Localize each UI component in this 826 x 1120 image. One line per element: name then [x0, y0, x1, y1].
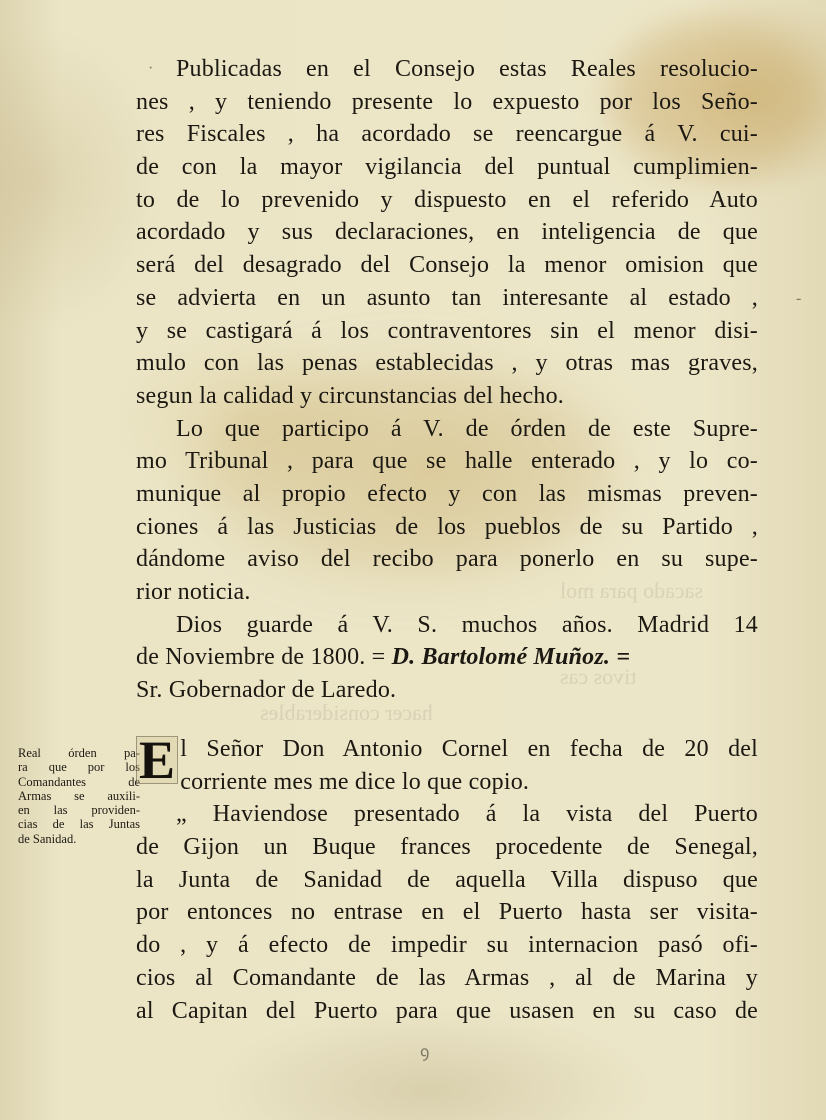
margin-note-line: de Sanidad. [18, 831, 77, 846]
text-line: cios al Comandante de las Armas , al de Marina y [136, 964, 758, 991]
text-line: munique al propio efecto y con las mismas preven- [136, 480, 758, 507]
closing-line: Dios guarde á V. S. muchos años. Madrid 14 [176, 611, 758, 638]
margin-note-line: en las providen- [18, 803, 140, 818]
text-line: mulo con las penas establecidas , y otras mas graves, [136, 350, 758, 377]
text-line: se advierta en un asunto tan interesante al estado , [136, 284, 758, 311]
ink-mark: - [796, 290, 802, 307]
text-line: res Fiscales , ha acordado se reencargue á V. cui- [136, 121, 758, 148]
first-line-rest: l Señor Don Antonio Cornel en fecha de 20 del [180, 736, 758, 762]
margin-note [18, 746, 140, 846]
ink-mark: · [148, 60, 154, 77]
text-line: do , y á efecto de impedir su internacion pasó ofi- [136, 932, 758, 959]
text-line: „ Haviendose presentado á la vista del Puerto [176, 801, 758, 828]
section-text-block [136, 730, 758, 1027]
text-line: rior noticia. [136, 579, 251, 605]
margin-note-line: ra que por los [18, 760, 140, 775]
text-line: de Gijon un Buque frances procedente de Senegal, [136, 834, 758, 861]
text-line: al Capitan del Puerto para que usasen en su caso de [136, 997, 758, 1024]
text-line: Publicadas en el Consejo estas Reales resolucio- [176, 56, 758, 82]
text-line: segun la calidad y circunstancias del hecho. [136, 382, 564, 409]
text-line: y se castigará á los contraventores sin el menor disi- [136, 317, 758, 344]
text-line: mo Tribunal , para que se halle enterado , y lo co- [136, 448, 758, 475]
main-text-block [136, 53, 758, 707]
bleed-through-text: sacado para mol [560, 578, 703, 603]
text-line [136, 730, 758, 798]
text-line: nes , y teniendo presente lo expuesto por los Seño- [136, 88, 758, 115]
margin-note-line: cias de las Juntas [18, 817, 140, 832]
closing-date: de Noviembre de 1800. = [136, 644, 386, 671]
margin-note-line: Real órden pa- [18, 746, 140, 760]
text-line: Lo que participo á V. de órden de este Supre- [176, 415, 758, 442]
closing-line [136, 641, 758, 674]
text-line: acordado y sus declaraciones, en inteligencia de que [136, 219, 758, 246]
addressee-line: Sr. Gobernador de Laredo. [136, 677, 397, 704]
margin-note-line: Comandantes de [18, 774, 140, 789]
bleed-through-text: hacer considerables [260, 700, 433, 725]
text-line: por entonces no entrase en el Puerto hasta ser visita- [136, 899, 758, 926]
text-line: de con la mayor vigilancia del puntual cumplimien- [136, 154, 758, 181]
text-line: dándome aviso del recibo para ponerlo en su supe- [136, 546, 758, 573]
text-line: to de lo prevenido y dispuesto en el referido Auto [136, 186, 758, 213]
text-line: la Junta de Sanidad de aquella Villa dispuso que [136, 866, 758, 893]
drop-cap: E [136, 736, 178, 784]
signatory-name: D. Bartolomé Muñoz. = [391, 644, 631, 671]
text-line: ciones á las Justicias de los pueblos de su Partido , [136, 513, 758, 540]
text-line: corriente mes me dice lo que copio. [180, 768, 530, 795]
ink-mark: ꝯ [420, 1044, 430, 1061]
margin-note-line: Armas se auxili- [18, 788, 140, 803]
bleed-through-text: tivos cas [560, 664, 637, 689]
text-line: será del desagrado del Consejo la menor omision que [136, 252, 758, 279]
